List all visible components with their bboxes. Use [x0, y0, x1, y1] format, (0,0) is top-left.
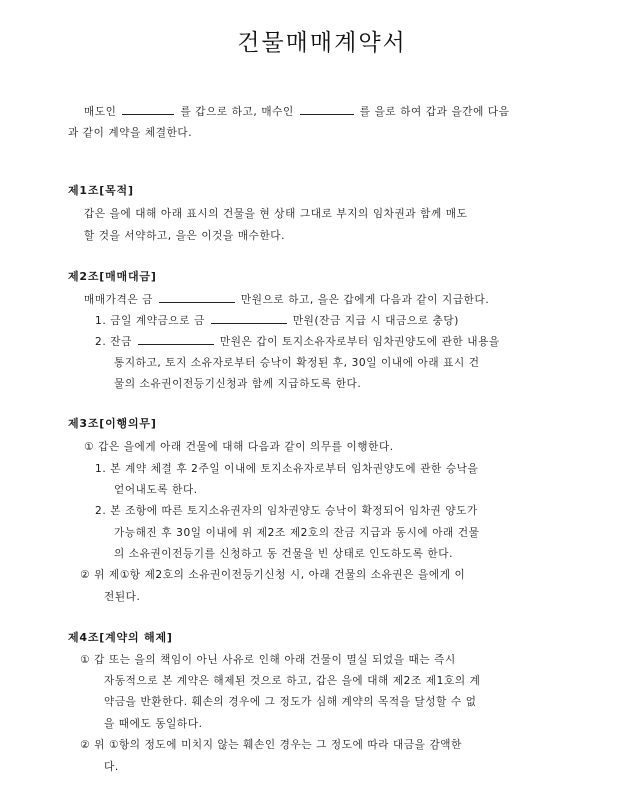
- price-amount-blank[interactable]: [159, 292, 235, 303]
- intro-seller-label: 매도인: [84, 106, 117, 118]
- article-3-para-2-line-2: 전된다.: [104, 591, 141, 603]
- article-4-para-1-line-2: 자동적으로 본 계약은 해제된 것으로 하고, 갑은 을에 대해 제2조 제1호의 계: [104, 675, 481, 687]
- deposit-amount-blank[interactable]: [211, 313, 287, 324]
- intro-buyer-label: 를 갑으로 하고, 매수인: [180, 106, 294, 118]
- article-2-item-2-line-3: 물의 소유권이전등기신청과 함께 지급하도록 한다.: [114, 378, 362, 390]
- article-3-heading: 제3조[이행의무]: [68, 417, 157, 430]
- document-title: 건물매매계약서: [237, 30, 407, 56]
- article-3-item-2-line-3: 의 소유권이전등기를 신청하고 동 건물을 빈 상태로 인도하도록 한다.: [114, 548, 454, 560]
- article-3-item-1-line-2: 얻어내도록 한다.: [114, 484, 198, 496]
- article-3-item-2-line-1: 2. 본 조항에 따른 토지소유권자의 임차권양도 승낙이 확정되어 임차권 양도가: [95, 505, 478, 517]
- article-4-para-2-line-1: ② 위 ①항의 정도에 미치지 않는 훼손인 경우는 그 정도에 따라 대금을 감액한: [80, 739, 462, 751]
- deposit-label: 1. 금일 계약금으로 금: [95, 315, 205, 327]
- intro-line-1-end: 를 을로 하여 갑과 을간에 다음: [359, 106, 510, 118]
- article-4-para-2-line-2: 다.: [104, 761, 119, 773]
- article-1-line-2: 할 것을 서약하고, 을은 이것을 매수한다.: [84, 230, 286, 242]
- article-2-item-2: [95, 334, 500, 349]
- article-2-item-1: [95, 313, 459, 328]
- article-3-para-1: ① 갑은 을에게 아래 건물에 대해 다음과 같이 의무를 이행한다.: [84, 441, 394, 453]
- article-1-line-1: 갑은 을에 대해 아래 표시의 건물을 현 상태 그대로 부지의 임차권과 함께 매도: [84, 208, 468, 220]
- intro-line-1: [84, 104, 510, 119]
- article-2-item-2-line-2: 통지하고, 토지 소유자로부터 승낙이 확정된 후, 30일 이내에 아래 표시 건: [114, 357, 480, 369]
- price-label: 매매가격은 금: [84, 294, 153, 306]
- article-2-heading: 제2조[매매대금]: [68, 270, 157, 283]
- article-3-item-1-line-1: 1. 본 계약 체결 후 2주일 이내에 토지소유자로부터 임차권양도에 관한 승낙을: [95, 463, 479, 475]
- balance-terms: 만원은 갑이 토지소유자로부터 임차권양도에 관한 내용을: [219, 336, 500, 348]
- article-4-heading: 제4조[계약의 해제]: [68, 631, 173, 644]
- article-1-heading: 제1조[목적]: [68, 184, 134, 197]
- intro-line-2: 과 같이 계약을 체결한다.: [68, 127, 193, 139]
- balance-amount-blank[interactable]: [138, 334, 214, 345]
- article-3-item-2-line-2: 가능해진 후 30일 이내에 위 제2조 제2호의 잔금 지급과 동시에 아래 건물: [114, 527, 480, 539]
- article-2-line-1: [84, 292, 489, 307]
- buyer-name-blank[interactable]: [300, 104, 354, 115]
- article-4-para-1-line-1: ① 갑 또는 을의 책임이 아닌 사유로 인해 아래 건물이 멸실 되었을 때는 즉시: [80, 654, 456, 666]
- deposit-terms: 만원(잔금 지급 시 대금으로 충당): [292, 315, 459, 327]
- article-4-para-1-line-3: 약금을 반환한다. 훼손의 경우에 그 정도가 심해 계약의 목적을 달성할 수 없: [104, 696, 477, 708]
- price-terms: 만원으로 하고, 을은 갑에게 다음과 같이 지급한다.: [240, 294, 490, 306]
- article-3-para-2-line-1: ② 위 제①항 제2호의 소유권이전등기신청 시, 아래 건물의 소유권은 을에게 이: [80, 569, 466, 581]
- article-4-para-1-line-4: 을 때에도 동일하다.: [104, 718, 203, 730]
- balance-label: 2. 잔금: [95, 336, 132, 348]
- seller-name-blank[interactable]: [122, 104, 174, 115]
